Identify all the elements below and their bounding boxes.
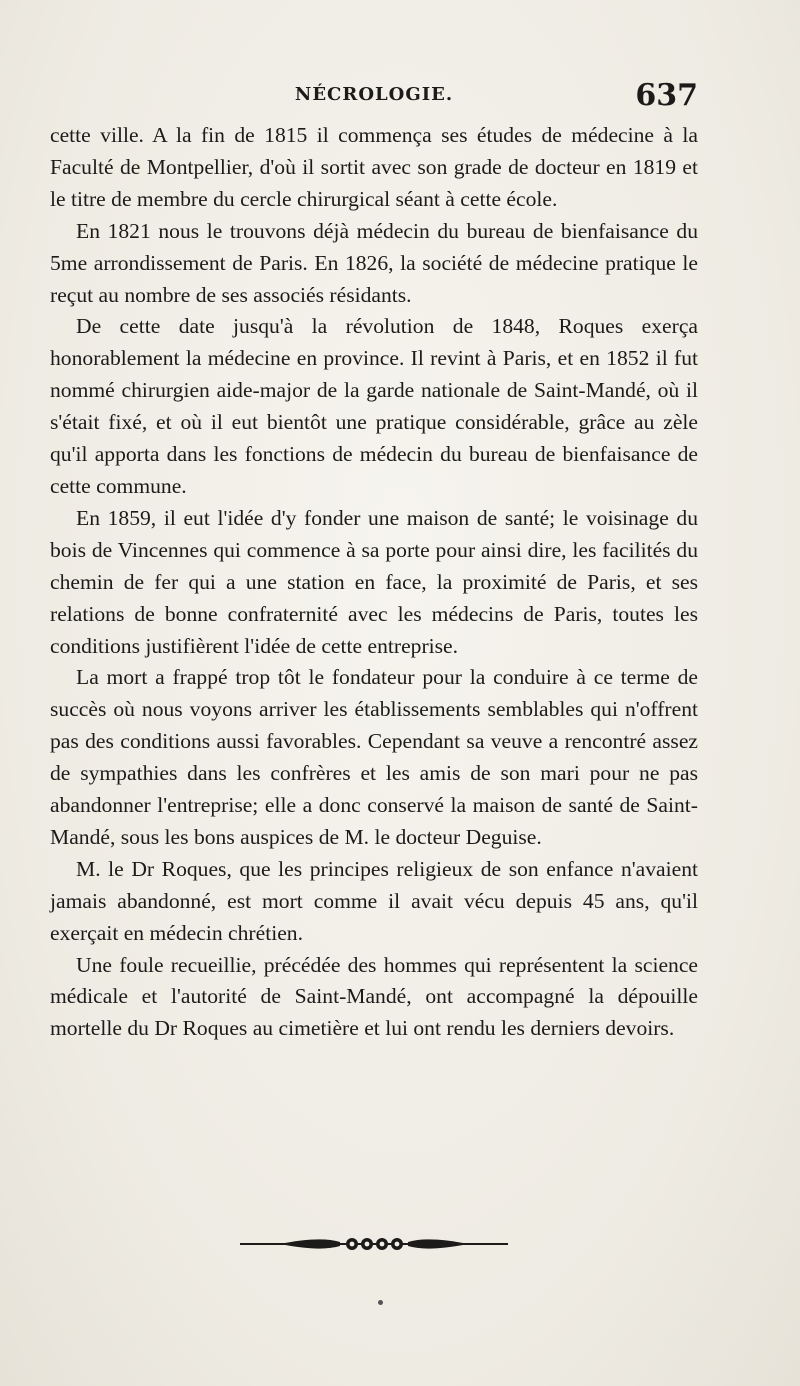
paragraph: En 1821 nous le trouvons déjà médecin du bureau de bienfaisance du 5me arrondissement de Paris. En 1826, la société de médecine pratique le reçut au nombre de ses associés résidants. <box>50 218 698 307</box>
page-number: 637 <box>635 78 698 113</box>
paragraph: En 1859, il eut l'idée d'y fonder une maison de santé; le voisinage du bois de Vincennes qui commence à sa porte pour ainsi dire, les facilités du chemin de fer qui a une station en face, la proximité de Paris, et ses relations de bonne confraternité avec les médecins de Paris, toutes les conditions justifièrent l'idée de cette entreprise. <box>50 505 698 658</box>
paragraph: Une foule recueillie, précédée des hommes qui représentent la science médicale et l'autorité de Saint-Mandé, ont accompagné la dépouille mortelle du Dr Roques au cimetière et lui ont rendu les derniers devoirs. <box>50 952 698 1041</box>
paragraph: cette ville. A la fin de 1815 il commença ses études de médecine à la Faculté de Montpellier, d'où il sortit avec son grade de docteur en 1819 et le titre de membre du cercle chirurgical séant à cette école. <box>50 123 698 211</box>
end-ornament-icon <box>240 1232 508 1256</box>
running-head: NÉCROLOGIE. <box>294 84 454 105</box>
paragraph: M. le Dr Roques, que les principes religieux de son enfance n'avaient jamais abandonné, est mort comme il avait vécu depuis 45 ans, qu'il exerçait en médecin chrétien. <box>50 856 698 945</box>
ink-speck <box>378 1300 383 1305</box>
paragraph: De cette date jusqu'à la révolution de 1848, Roques exerça honorablement la médecine en province. Il revint à Paris, et en 1852 il fut nommé chirurgien aide-major de la garde nationale de Saint-Mandé, où il s'était fixé, et où il eut bientôt une pratique considérable, grâce au zèle qu'il apporta dans les fonctions de médecin du bureau de bienfaisance de cette commune. <box>50 314 698 498</box>
obituary-text <box>50 120 698 1045</box>
paragraph: La mort a frappé trop tôt le fondateur pour la conduire à ce terme de succès où nous voyons arriver les établissements semblables qui n'offrent pas des conditions aussi favorables. Cependant sa veuve a rencontré assez de sympathies dans les confrères et les amis de son mari pour ne pas abandonner l'entreprise; elle a donc conservé la maison de santé de Saint-Mandé, sous les bons auspices de M. le docteur Deguise. <box>50 665 698 849</box>
page-header <box>50 78 698 112</box>
